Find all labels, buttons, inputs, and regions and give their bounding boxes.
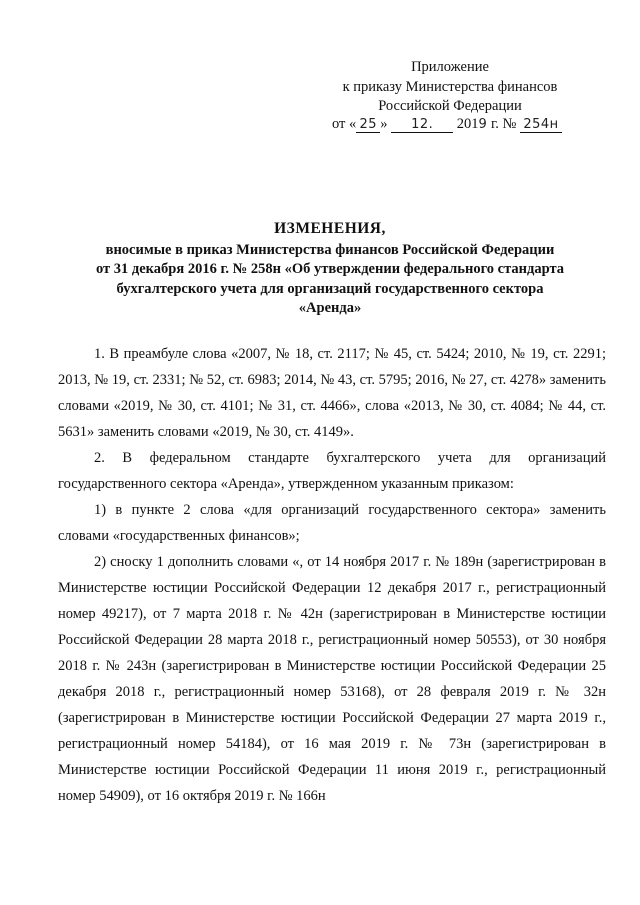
paragraph-2-2: 2) сноску 1 дополнить словами «, от 14 ноября 2017 г. № 189н (зарегистрирован в Министерстве юстиции Российской Федерации 12 декабря 2017 г., регистрационный номер 49217), от 7 марта 2018 г. № 42н (зарегистрирован в Министерстве юстиции Российской Федерации 28 марта 2018 г., регистрационный номер 50553), от 30 ноября 2018 г. № 243н (зарегистрирован в Министерстве юстиции Российской Федерации 25 декабря 2018 г., регистрационный номер 53168), от 28 февраля 2019 г. № 32н (зарегистрирован в Министерстве юстиции Российской Федерации 27 марта 2019 г., регистрационный номер 54184), от 16 мая 2019 г. № 73н (зарегистрирован в Министерстве юстиции Российской Федерации 11 июня 2019 г., регистрационный номер 54909), от 16 октября 2019 г. № 166н bbox=[58, 554, 606, 804]
date-prefix: от « bbox=[332, 116, 357, 132]
year-digit: 9 bbox=[478, 117, 488, 132]
appendix-header bbox=[300, 58, 600, 117]
year-prefix: 201 bbox=[456, 116, 479, 132]
paragraph-1: 1. В преамбуле слова «2007, № 18, ст. 2117; № 45, ст. 5424; 2010, № 19, ст. 2291; 2013, № 19, ст. 2331; № 52, ст. 6983; 2014, № 43, ст. 5795; 2016, № 27, ст. 4278» заменить словами «2019, № 30, ст. 4101; № 31, ст. 4466», слова «2013, № 30, ст. 4084; № 44, ст. 5631» заменить словами «2019, № 30, ст. 4149». bbox=[58, 346, 606, 440]
order-reference: к приказу Министерства финансов bbox=[342, 78, 558, 95]
country-name: Российской Федерации bbox=[378, 98, 522, 114]
title-line: от 31 декабря 2016 г. № 258н «Об утверждении федерального стандарта bbox=[95, 261, 565, 277]
date-day-suffix: » bbox=[380, 116, 388, 132]
document-body bbox=[58, 341, 606, 809]
order-date-line bbox=[332, 116, 562, 133]
title-line: «Аренда» bbox=[298, 300, 362, 316]
document-title bbox=[60, 219, 600, 319]
title-line: вносимые в приказ Министерства финансов Российской Федерации bbox=[105, 241, 555, 258]
order-day: 25 bbox=[356, 118, 380, 133]
title-heading: ИЗМЕНЕНИЯ, bbox=[274, 220, 386, 237]
order-month: 12. bbox=[391, 118, 453, 133]
paragraph-2: 2. В федеральном стандарте бухгалтерского учета для организаций государственного сектора «Аренда», утвержденном указанным приказом: bbox=[58, 450, 606, 492]
year-suffix: г. № bbox=[487, 116, 517, 132]
paragraph-2-1: 1) в пункте 2 слова «для организаций государственного сектора» заменить словами «государственных финансов»; bbox=[58, 502, 606, 544]
appendix-label: Приложение bbox=[411, 59, 489, 75]
order-number: 254н bbox=[520, 118, 562, 133]
title-line: бухгалтерского учета для организаций государственного сектора bbox=[116, 280, 544, 297]
